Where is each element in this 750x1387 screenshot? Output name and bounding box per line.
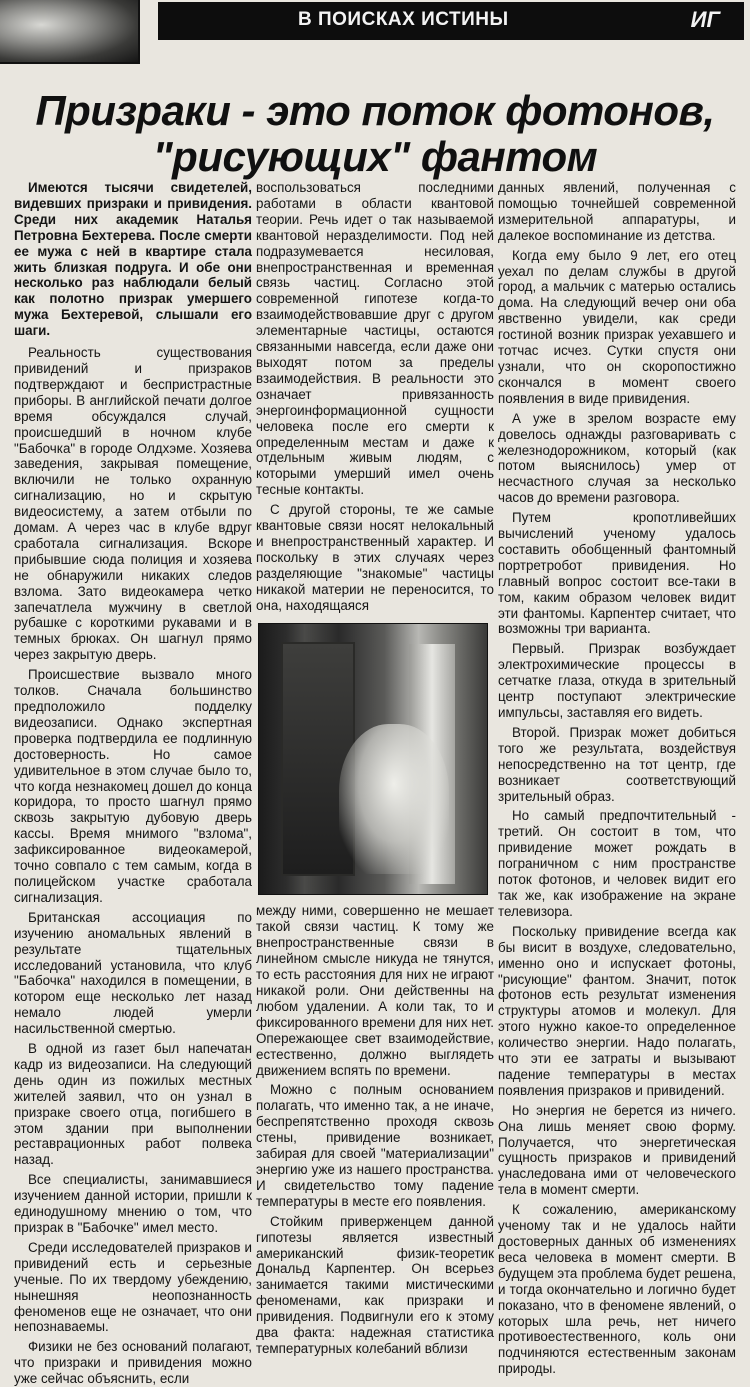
paragraph: Происшествие вызвало много толков. Сначала большинство предположило подделку видеозаписи. Однако экспертная проверка подтвердила ее подлинную достоверность. Но самое удивительное в этом случае было то, что когда незнакомец дошел до конца коридора, то просто шагнул прямо сквозь закрытую дубовую дверь кассы. Время мнимого "взлома", зафиксированное видеокамерой, точно совпало с тем самым, когда в полицейском участке сработала сигнализация.	[14, 667, 252, 905]
article-headline: Призраки - это поток фотонов, "рисующих" фантом	[35, 87, 715, 180]
ghost-photo	[258, 623, 488, 895]
article-column-3	[498, 180, 736, 1377]
ghost-shape	[339, 724, 449, 874]
paragraph: данных явлений, полученная с помощью точнейшей современной измерительной аппаратуры, и далекое воспоминание из детства.	[498, 180, 736, 243]
paragraph: воспользоваться последними работами в области квантовой теории. Речь идет о так называемой квантовой неразделимости. Под ней подразумевается несиловая, внепространственная и временная связь частиц. Согласно этой современной гипотезе когда-то взаимодействовавшие друг с другом элементарные частицы, остаются связанными навсегда, если даже они выходят потом за пределы взаимодействия. В реальности это означает привязанность энергоинформационной сущности человека после его смерти к определенным местам и даже к отдельным живым людям, с которыми умерший имел очень тесные контакты.	[256, 180, 494, 498]
article-lead: Имеются тысячи свидетелей, видевших призраки и привидения. Среди них академик Наталья Петровна Бехтерева. После смерти ее мужа с ней в квартире стала жить близкая подруга. И обе они несколько раз наблюдали белый как полотно призрак умершего мужа Бехтеревой, слышали его шаги.	[14, 180, 252, 339]
corner-photo	[0, 0, 140, 64]
paragraph: В одной из газет был напечатан кадр из видеозаписи. На следующий день один из пожилых местных жителей заявил, что он узнал в призраке своего отца, погибшего в этом здании при выполнении реставрационных работ полвека назад.	[14, 1041, 252, 1168]
paragraph: Поскольку привидение всегда как бы висит в воздухе, следовательно, именно оно и испускает фотоны, "рисующие" фантом. Значит, поток фотонов есть результат изменения структуры атомов и молекул. Для этого нужно какое-то определенное количество энергии. Надо полагать, что эти ее затраты и вызывают падение температуры в местах появления призраков и привидений.	[498, 923, 736, 1098]
paragraph: Но самый предпочтительный - третий. Он состоит в том, что привидение может рождать в пограничном с ним пространстве поток фотонов, и человек видит его так же, как изображение на экране телевизора.	[498, 808, 736, 919]
paragraph: Когда ему было 9 лет, его отец уехал по делам службы в другой город, а мальчик с матерью остались дома. На следующий вечер они оба явственно увидели, как среди гостиной возник призрак уехавшего и тотчас исчез. Сутки спустя они узнали, что он скоропостижно скончался в момент своего появления в виде привидения.	[498, 247, 736, 406]
paragraph: Реальность существования привидений и призраков подтверждают и беспристрастные приборы. В английской печати долгое время обсуждался случай, происшедший в ночном клубе "Бабочка" в городе Олдхэме. Хозяева заведения, закрывая помещение, включили не только охранную сигнализацию, но и скрытую видеосистему, а затем отбыли по домам. А через час в клубе вдруг сработала сигнализация. Вскоре прибывшие сюда полиция и хозяева не обнаружили никаких следов взлома. Зато видеокамера четко запечатлела мужчину в светлой рубашке с короткими рукавами и в темных брюках. Он шагнул прямо через закрытую дверь.	[14, 345, 252, 663]
paragraph: Первый. Призрак возбуждает электрохимические процессы в сетчатке глаза, откуда в зрительный центр поступают электрические импульсы, заставляя его видеть.	[498, 641, 736, 720]
newspaper-logo: ИГ	[690, 7, 720, 32]
section-header	[158, 2, 744, 40]
paragraph: Все специалисты, занимавшиеся изучением данной истории, пришли к единодушному мнению о том, что призрак в "Бабочке" имел место.	[14, 1172, 252, 1235]
paragraph: Физики не без оснований полагают, что призраки и привидения можно уже сейчас объяснить, если	[14, 1339, 252, 1387]
paragraph: Путем кропотливейших вычислений ученому удалось составить обобщенный фантомный портретробот привидения. Но главный вопрос состоит все-таки в том, каким образом человек видит эти фантомы. Карпентер считает, что возможны три варианта.	[498, 510, 736, 637]
paragraph: Можно с полным основанием полагать, что именно так, а не иначе, беспрепятственно проходя сквозь стены, привидение возникает, забирая для своей "материализации" энергию уже из нашего пространства. И свидетельство тому падение температуры в месте его появления.	[256, 1082, 494, 1209]
article-column-2	[256, 180, 494, 1356]
paragraph: Среди исследователей призраков и привидений есть и серьезные ученые. По их твердому убеждению, нынешняя неопознанность феноменов еще не означает, что они непознаваемы.	[14, 1239, 252, 1335]
paragraph: К сожалению, американскому ученому так и не удалось найти достоверных данных об изменениях веса человека в момент смерти. В будущем эта проблема будет решена, и тогда окончательно и логично будет показано, что в феномене явлений, о которых шла речь, нет ничего противоестественного, коль они подчиняются естественным законам природы.	[498, 1202, 736, 1377]
article-column-1	[14, 180, 252, 1387]
paragraph: Британская ассоциация по изучению аномальных явлений в результате тщательных исследований установила, что клуб "Бабочка" находился в помещении, в котором еще несколько лет назад немало людей умерли насильственной смертью.	[14, 909, 252, 1037]
paragraph: С другой стороны, те же самые квантовые связи носят нелокальный и внепространственный характер. И поскольку в этих случаях через разделяющие "знакомые" частицы никакой материи не переносится, то она, находящаяся	[256, 502, 494, 613]
paragraph: Стойким приверженцем данной гипотезы является известный американский физик-теоретик Дональд Карпентер. Он всерьез занимается такими мистическими феноменами, как призраки и привидения. Подвигнули его к этому два факта: надежная статистика температурных колебаний вблизи	[256, 1213, 494, 1356]
paragraph: Но энергия не берется из ничего. Она лишь меняет свою форму. Получается, что энергетическая сущность призраков и привидений унаследована ими от человеческого тела в момент смерти.	[498, 1102, 736, 1198]
section-title: В ПОИСКАХ ИСТИНЫ	[298, 9, 509, 30]
paragraph: А уже в зрелом возрасте ему довелось однажды разговаривать с железнодорожником, который (как потом выяснилось) умер от несчастного случая за несколько часов до времени разговора.	[498, 410, 736, 506]
paragraph: Второй. Призрак может добиться того же результата, воздействуя непосредственно на тот центр, где возникает соответствующий зрительный образ.	[498, 724, 736, 804]
paragraph: между ними, совершенно не мешает такой связи частиц. К тому же внепространственные связи в линейном смысле никуда не тянутся, то есть расстояния для них не играют никакой роли. Они действенны на любом удалении. А коли так, то и фиксированного времени для них нет. Опережающее свет взаимодействие, естественно, должно выглядеть движением вспять по времени.	[256, 903, 494, 1078]
